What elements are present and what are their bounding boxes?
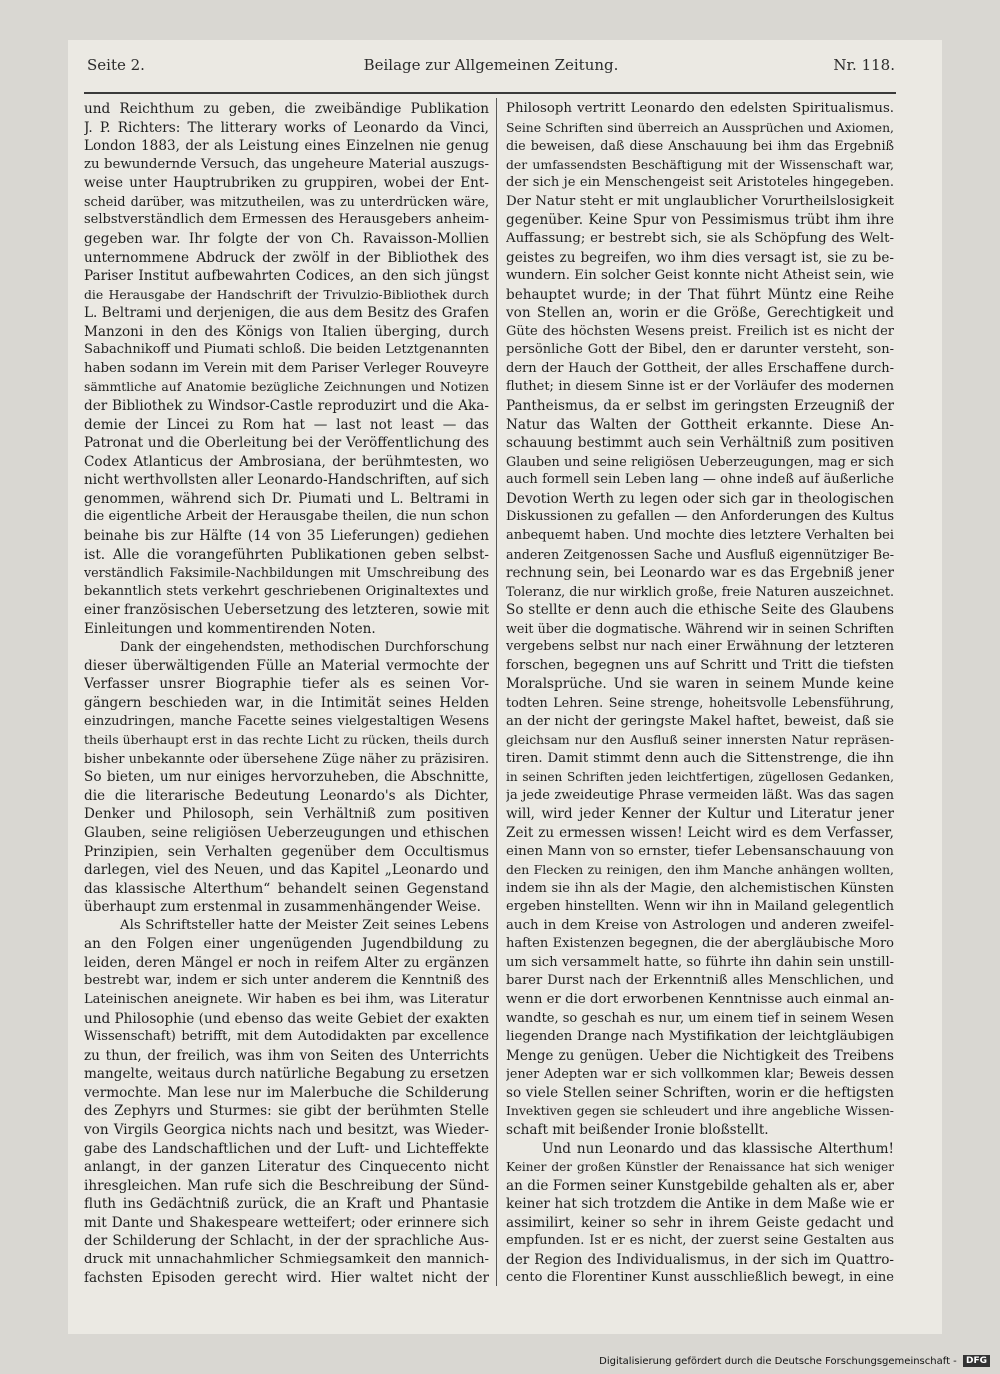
text-line: Diskussionen zu gefallen — den Anforderungen des Kultus [506, 509, 894, 525]
text-line: an die Formen seiner Kunstgebilde gehalten als er, aber [506, 1177, 894, 1194]
text-line: weise unter Hauptrubriken zu gruppiren, wobei der Ent- [84, 175, 489, 192]
text-line: gängern beschieden war, in die Intimität seines Helden [84, 695, 489, 711]
text-line: die eigentliche Arbeit der Herausgabe theilen, die nun schon [84, 509, 489, 525]
text-line: der Region des Individualismus, in der sich im Quattro- [506, 1251, 894, 1268]
text-line: zu thun, der freilich, was ihm von Seiten des Unterrichts [84, 1047, 489, 1064]
text-line: haben sodann im Verein mit dem Pariser Verleger Rouveyre [84, 360, 489, 376]
text-line: forschen, begegnen uns auf Schritt und Tritt die tiefsten [506, 657, 894, 673]
text-line: ergeben hinstellten. Wenn wir ihn in Mailand gelegentlich [506, 899, 894, 915]
text-line: Pantheismus, da er selbst im geringsten Erzeugniß der [506, 398, 894, 414]
text-line: Devotion Werth zu legen oder sich gar in theologischen [506, 490, 894, 507]
text-line: demie der Lincei zu Rom hat — last not least — das [84, 416, 489, 433]
text-line: J. P. Richters: The litterary works of Leonardo da Vinci, [84, 119, 489, 136]
text-line: scheid darüber, was mitzutheilen, was zu unterdrücken wäre, [84, 193, 489, 209]
text-line: bestrebt war, indem er sich unter anderem die Kenntniß des [84, 973, 489, 989]
left-column [84, 100, 489, 1285]
text-line: so viele Stellen seiner Schriften, worin er die heftigsten [506, 1084, 894, 1101]
text-line: nicht werthvollsten aller Leonardo-Handschriften, auf sich [84, 472, 489, 489]
text-line: einer französischen Uebersetzung des letzteren, sowie mit [84, 602, 489, 619]
dfg-logo: DFG [963, 1355, 990, 1367]
text-line: Pariser Institut aufbewahrten Codices, an den sich jüngst [84, 268, 489, 285]
text-line: Natur das Walten der Gottheit erkannte. Diese An- [506, 416, 894, 433]
text-line: Denker und Philosoph, sein Verhältniß zum positiven [84, 806, 489, 823]
text-line: anbequemt haben. Und mochte dies letztere Verhalten bei [506, 527, 894, 543]
text-line: behauptet wurde; in der That führt Müntz eine Reihe [506, 286, 894, 303]
text-line: einen Mann von so ernster, tiefer Lebensanschauung von [506, 843, 894, 859]
text-line: ihresgleichen. Man rufe sich die Beschreibung der Sünd- [84, 1177, 489, 1194]
text-line: So stellte er denn auch die ethische Seite des Glaubens [506, 602, 894, 619]
text-line: ja jede zweideutige Phrase vermeiden läßt. Was das sagen [506, 787, 894, 803]
text-line: gleichsam nur den Ausfluß seiner innersten Natur repräsen- [506, 732, 894, 748]
text-line: Toleranz, die nur wirklich große, freie Naturen auszeichnet. [506, 583, 894, 599]
text-line: druck mit unnachahmlicher Schmiegsamkeit den mannich- [84, 1251, 489, 1267]
text-line: an den Folgen einer ungenügenden Jugendbildung zu [84, 936, 489, 953]
column-divider [496, 98, 497, 1286]
text-line: wundern. Ein solcher Geist konnte nicht Atheist sein, wie [506, 268, 894, 284]
text-line: Und nun Leonardo und das klassische Alterthum! [542, 1140, 894, 1157]
text-line: Der Natur steht er mit unglaublicher Vorurtheilslosigkeit [506, 193, 894, 209]
text-line: Einleitungen und kommentirenden Noten. [84, 620, 376, 637]
text-line: unternommene Abdruck der zwölf in der Bibliothek des [84, 249, 489, 266]
page-header [87, 52, 895, 76]
text-line: zu bewundernde Versuch, das ungeheure Material auszugs- [84, 156, 489, 172]
text-line: den Flecken zu reinigen, den ihm Manche anhängen wollten, [506, 862, 894, 878]
text-line: Seine Schriften sind überreich an Aussprüchen und Axiomen, [506, 119, 894, 135]
text-line: keiner hat sich trotzdem die Antike in dem Maße wie er [506, 1196, 894, 1213]
text-line: der Schilderung der Schlacht, in der der sprachliche Aus- [84, 1233, 489, 1250]
text-line: sämmtliche auf Anatomie bezügliche Zeichnungen und Notizen [84, 379, 489, 395]
right-column [506, 100, 894, 1285]
header-rule [84, 92, 896, 94]
text-line: So bieten, um nur einiges hervorzuheben, die Abschnitte, [84, 769, 489, 786]
text-line: bekanntlich stets verkehrt geschriebenen Originaltextes und [84, 583, 489, 599]
text-line: ist. Alle die vorangeführten Publikationen geben selbst- [84, 546, 489, 563]
text-line: gabe des Landschaftlichen und der Luft- und Lichteffekte [84, 1140, 489, 1157]
text-line: Verfasser unsrer Biographie tiefer als es seinen Vor- [84, 676, 489, 693]
text-line: Auffassung; er bestrebt sich, sie als Schöpfung des Welt- [506, 230, 894, 246]
text-line: schaft mit beißender Ironie bloßstellt. [506, 1121, 769, 1138]
text-line: Moralsprüche. Und sie waren in seinem Munde keine [506, 676, 894, 693]
text-line: Wissenschaft) betrifft, mit dem Autodidakten par excellence [84, 1029, 489, 1045]
issue-number: Nr. 118. [833, 56, 895, 74]
text-line: des Zephyrs und Sturmes: sie gibt der berühmten Stelle [84, 1103, 489, 1120]
text-line: die die literarische Bedeutung Leonardo's als Dichter, [84, 787, 489, 804]
text-line: tiren. Damit stimmt denn auch die Sittenstrenge, die ihn [506, 750, 894, 766]
text-line: theils überhaupt erst in das rechte Licht zu rücken, theils durch [84, 732, 489, 748]
text-line: dieser überwältigenden Fülle an Material vermochte der [84, 657, 489, 674]
page-number: Seite 2. [87, 56, 145, 74]
text-line: indem sie ihn als der Magie, den alchemistischen Künsten [506, 880, 894, 896]
text-line: fachsten Episoden gerecht wird. Hier waltet nicht der [84, 1270, 489, 1285]
text-line: weit über die dogmatische. Während wir in seinen Schriften [506, 620, 894, 636]
text-line: Manzoni in den des Königs von Italien überging, durch [84, 323, 489, 340]
text-line: Güte des höchsten Wesens preist. Freilich ist es nicht der [506, 323, 894, 339]
text-line: rechnung sein, bei Leonardo war es das Ergebniß jener [506, 565, 894, 582]
text-line: selbstverständlich dem Ermessen des Herausgebers anheim- [84, 212, 489, 228]
text-line: auch in dem Kreise von Astrologen und anderen zweifel- [506, 917, 894, 933]
text-line: verständlich Faksimile-Nachbildungen mit Umschreibung des [84, 565, 489, 581]
text-line: L. Beltrami und derjenigen, die aus dem Besitz des Grafen [84, 305, 489, 322]
text-line: London 1883, der als Leistung eines Einzelnen nie genug [84, 138, 489, 155]
text-line: dern der Hauch der Gottheit, der alles Erschaffene durch- [506, 360, 894, 376]
text-line: schauung bestimmt auch sein Verhältniß zum positiven [506, 435, 894, 452]
text-line: Glauben und seine religiösen Ueberzeugungen, mag er sich [506, 453, 894, 469]
text-line: wenn er die dort erworbenen Kenntnisse auch einmal an- [506, 992, 894, 1007]
text-line: Prinzipien, sein Verhalten gegenüber dem Occultismus [84, 843, 489, 860]
text-line: um sich versammelt hatte, so führte ihn dahin sein unstill- [506, 954, 894, 970]
text-line: das klassische Alterthum“ behandelt seinen Gegenstand [84, 880, 489, 897]
text-line: persönliche Gott der Bibel, den er darunter versteht, son- [506, 342, 894, 358]
text-line: Sabachnikoff und Piumati schloß. Die beiden Letztgenannten [84, 342, 489, 358]
text-line: beinahe bis zur Hälfte (14 von 35 Lieferungen) gediehen [84, 527, 489, 544]
text-line: empfunden. Ist er es nicht, der zuerst seine Gestalten aus [506, 1233, 894, 1249]
text-line: haften Existenzen begegnen, die der abergläubische Moro [506, 936, 894, 952]
text-line: von Stellen an, worin er die Größe, Gerechtigkeit und [506, 305, 894, 322]
text-line: Zeit zu ermessen wissen! Leicht wird es dem Verfasser, [506, 824, 894, 841]
text-line: Menge zu genügen. Ueber die Nichtigkeit des Treibens [506, 1047, 894, 1064]
text-line: von Virgils Georgica nichts nach und besitzt, was Wieder- [84, 1121, 489, 1138]
text-line: Dank der eingehendsten, methodischen Durchforschung [120, 639, 489, 655]
text-line: die beweisen, daß diese Anschauung bei ihm das Ergebniß [506, 138, 894, 154]
publication-title: Beilage zur Allgemeinen Zeitung. [363, 56, 619, 74]
text-line: fluthet; in diesem Sinne ist er der Vorläufer des modernen [506, 379, 894, 395]
text-line: darlegen, viel des Neuen, und das Kapitel „Leonardo und [84, 862, 489, 879]
text-line: barer Durst nach der Erkenntniß alles Menschlichen, und [506, 973, 894, 989]
text-line: Codex Atlanticus der Ambrosiana, der berühmtesten, wo [84, 453, 489, 470]
text-line: Philosoph vertritt Leonardo den edelsten Spiritualismus. [506, 101, 894, 116]
text-line: jener Adepten war er sich vollkommen klar; Beweis dessen [506, 1066, 894, 1082]
text-line: Lateinischen aneignete. Wir haben es bei ihm, was Literatur [84, 992, 489, 1007]
text-line: assimilirt, keiner so sehr in ihrem Geiste gedacht und [506, 1214, 894, 1231]
footer-credit [560, 1355, 990, 1371]
text-line: gegenüber. Keine Spur von Pessimismus trübt ihm ihre [506, 212, 894, 229]
text-line: anderen Zeitgenossen Sache und Ausfluß eigennütziger Be- [506, 546, 894, 562]
text-line: leiden, deren Mängel er noch in reifem Alter zu ergänzen [84, 954, 489, 971]
text-line: liegenden Drange nach Mystifikation der leichtgläubigen [506, 1029, 894, 1045]
text-line: einzudringen, manche Facette seines vielgestaltigen Wesens [84, 713, 489, 729]
text-line: vergebens selbst nur nach einer Erwähnung der letzteren [506, 639, 894, 655]
text-line: genommen, während sich Dr. Piumati und L. Beltrami in [84, 490, 489, 507]
text-line: cento die Florentiner Kunst ausschließlich bewegt, in eine [506, 1270, 894, 1285]
text-line: auch formell sein Leben lang — ohne indeß auf äußerliche [506, 472, 894, 488]
text-line: mangelte, weitaus durch natürliche Begabung zu ersetzen [84, 1066, 489, 1083]
text-line: und Reichthum zu geben, die zweibändige Publikation [84, 101, 489, 117]
text-line: und Philosophie (und ebenso das weite Gebiet der exakten [84, 1010, 489, 1027]
text-line: der Bibliothek zu Windsor-Castle reproduzirt und die Aka- [84, 398, 489, 414]
text-line: Keiner der großen Künstler der Renaissance hat sich weniger [506, 1160, 894, 1175]
text-line: an der nicht der geringste Makel haftet, beweist, daß sie [506, 713, 894, 729]
text-line: anlangt, in der ganzen Literatur des Cinquecento nicht [84, 1159, 489, 1176]
text-line: gegeben war. Ihr folgte der von Ch. Ravaisson-Mollien [84, 230, 489, 247]
text-line: Invektiven gegen sie schleudert und ihre angebliche Wissen- [506, 1103, 894, 1119]
text-line: wandte, so geschah es nur, um einem tief in seinem Wesen [506, 1010, 894, 1026]
text-line: mit Dante und Shakespeare wetteifert; oder erinnere sich [84, 1214, 489, 1231]
text-line: Patronat und die Oberleitung bei der Veröffentlichung des [84, 435, 489, 452]
text-line: Glauben, seine religiösen Ueberzeugungen und ethischen [84, 824, 489, 841]
text-line: überhaupt zum erstenmal in zusammenhängender Weise. [84, 899, 481, 916]
text-line: bisher unbekannte oder übersehene Züge näher zu präzisiren. [84, 750, 489, 766]
text-line: die Herausgabe der Handschrift der Trivulzio-Bibliothek durch [84, 286, 489, 302]
text-line: vermochte. Man lese nur im Malerbuche die Schilderung [84, 1084, 489, 1101]
text-line: geistes zu begreifen, wo ihm dies versagt ist, sie zu be- [506, 249, 894, 266]
text-line: will, wird jeder Kenner der Kultur und Literatur jener [506, 806, 894, 823]
footer-text: Digitalisierung gefördert durch die Deutsche Forschungsgemeinschaft - [599, 1356, 957, 1367]
text-line: Als Schriftsteller hatte der Meister Zeit seines Lebens [120, 917, 489, 933]
text-line: todten Lehren. Seine strenge, hoheitsvolle Lebensführung, [506, 695, 894, 710]
text-line: der sich je ein Menschengeist seit Aristoteles hingegeben. [506, 175, 894, 191]
text-line: in seinen Schriften jeden leichtfertigen, zügellosen Gedanken, [506, 770, 894, 785]
text-line: fluth ins Gedächtniß zurück, die an Kraft und Phantasie [84, 1196, 489, 1213]
text-line: der umfassendsten Beschäftigung mit der Wissenschaft war, [506, 156, 894, 172]
